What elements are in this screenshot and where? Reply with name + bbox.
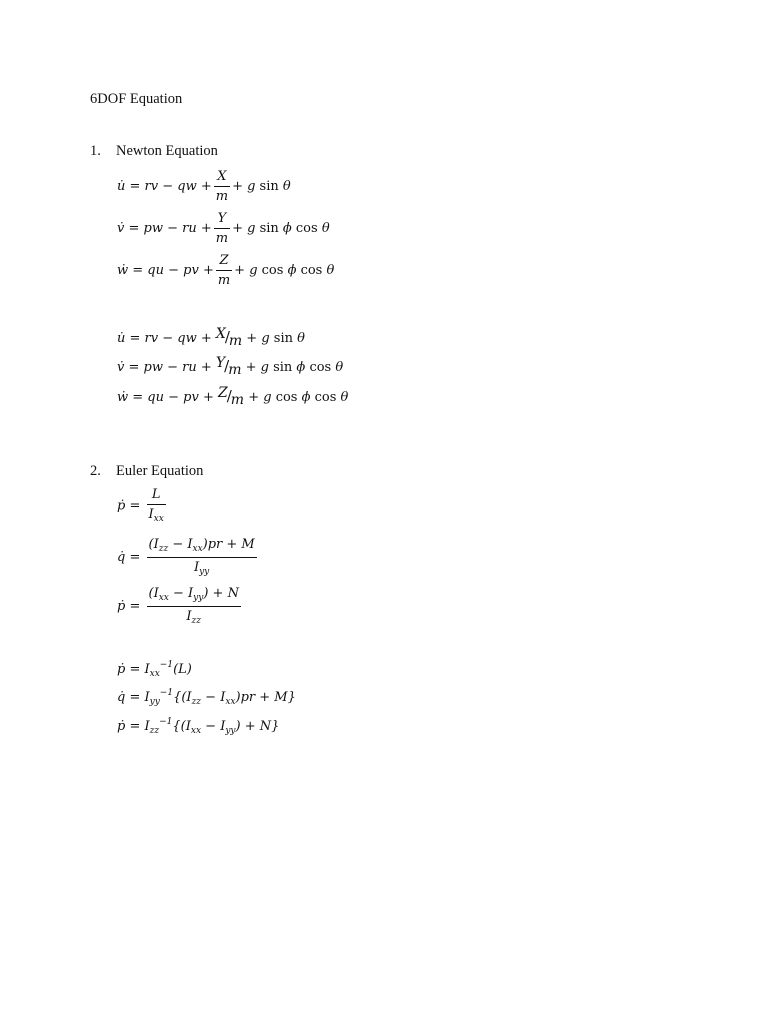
section-heading-newton xyxy=(90,143,218,160)
fraction: $\frac{(I_{xx} - I_{yy}) + N}{I_{zz}}$ xyxy=(148,586,239,626)
fraction: $\frac{Y}{m}$ xyxy=(215,211,229,246)
fraction: $\frac{X}{m}$ xyxy=(215,169,229,204)
eq-lhs: v̇ xyxy=(117,221,125,236)
section-number: 1. xyxy=(90,143,101,159)
eq-lhs: u̇ xyxy=(117,331,126,346)
document-title: 6DOF Equation xyxy=(90,91,183,107)
newton-equation: ẇ = qu − pv + $\frac{Z}{m}$ + g cos ϕ cos θ xyxy=(117,253,335,288)
newton-equation: u̇ = rv − qw + $\frac{X}{m}$ + g sin θ xyxy=(117,169,291,204)
slash-fraction: X/m xyxy=(215,326,243,349)
euler-equation: ṗ = $\frac{(I_{xx} - I_{yy}) + N}{I_{zz}}$ xyxy=(117,586,239,626)
slash-fraction: Z/m xyxy=(217,385,245,408)
slash-fraction: Y/m xyxy=(215,355,242,378)
newton-equation: v̇ = pw − ru + $\frac{Y}{m}$ + g sin ϕ cos θ xyxy=(117,211,330,246)
section-title: Euler Equation xyxy=(116,463,204,479)
eq-lhs: ṗ xyxy=(117,498,126,514)
euler-equation: ṗ = $\frac{L}{I_{xx}}$ xyxy=(117,487,164,524)
euler-equation-inverse: ṗ = $I_{zz}^{-1}\{(I_{xx} - I_{yy}) + N\}$ xyxy=(117,717,280,736)
section-heading-euler xyxy=(90,463,203,480)
eq-lhs: ṗ xyxy=(117,662,126,677)
euler-equation: q̇ = $\frac{(I_{zz} - I_{xx})pr + M}{I_{yy}}$ xyxy=(117,537,255,577)
eq-lhs: ṗ xyxy=(117,719,126,734)
newton-equation-slash: ẇ = qu − pv + Z/m + g cos ϕ cos θ xyxy=(117,385,349,408)
eq-lhs: v̇ xyxy=(117,360,125,375)
euler-equation-inverse: ṗ = $I_{xx}^{-1}(L)$ xyxy=(117,660,192,679)
eq-lhs: q̇ xyxy=(117,690,126,705)
eq-lhs: u̇ xyxy=(117,179,126,194)
eq-lhs: ẇ xyxy=(117,390,129,405)
fraction: $\frac{L}{I_{xx}}$ xyxy=(148,487,164,524)
section-title: Newton Equation xyxy=(116,143,218,159)
fraction: $\frac{Z}{m}$ xyxy=(217,253,231,288)
euler-equation-inverse: q̇ = $I_{yy}^{-1}\{(I_{zz} - I_{xx})pr + M\}$ xyxy=(117,688,296,707)
section-number: 2. xyxy=(90,463,101,479)
eq-lhs: q̇ xyxy=(117,550,126,565)
fraction: $\frac{(I_{zz} - I_{xx})pr + M}{I_{yy}}$ xyxy=(148,537,255,577)
newton-equation-slash: u̇ = rv − qw + X/m + g sin θ xyxy=(117,326,305,349)
eq-lhs: ẇ xyxy=(117,263,129,278)
newton-equation-slash: v̇ = pw − ru + Y/m + g sin ϕ cos θ xyxy=(117,355,344,378)
eq-lhs: ṗ xyxy=(117,599,126,614)
